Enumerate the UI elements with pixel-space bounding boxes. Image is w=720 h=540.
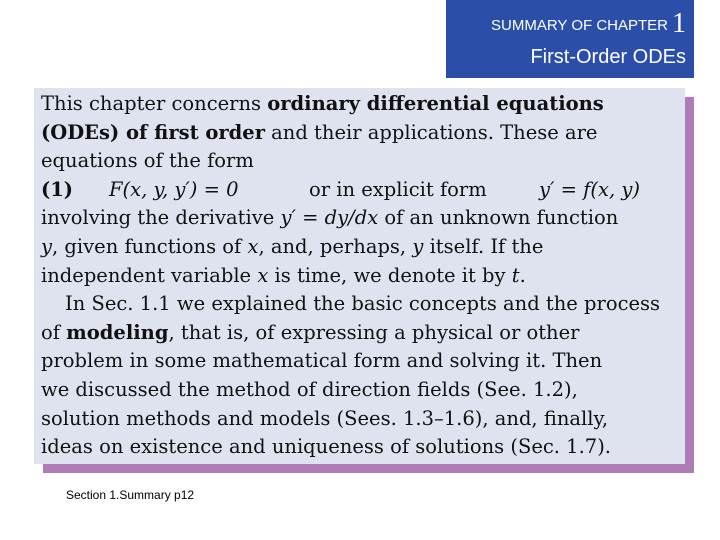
equation-explicit: y′ = f(x, y) [539,177,641,201]
text-line: In Sec. 1.1 we explained the basic concepts and the process [65,292,661,316]
text-line: (ODEs) of first order and their applications. These are [41,120,598,144]
text-line: independent variable x is time, we denote it by t. [41,263,526,287]
chapter-number: 1 [672,8,686,39]
equation-implicit: F(x, y, y′) = 0 [109,177,239,201]
summary-text-box [34,88,685,464]
equation-line [41,176,685,205]
text-line: involving the derivative y′ = dy/dx of an unknown function [41,206,619,230]
text-line: equations of the form [41,149,254,173]
chapter-heading [491,8,686,40]
text-line: of modeling, that is, of expressing a physical or other [41,320,580,344]
chapter-title-banner [446,0,694,78]
equation-number: (1) [41,177,74,201]
equation-connector: or in explicit form [309,177,487,201]
text-line: This chapter concerns ordinary differential equations [41,92,604,115]
chapter-heading-prefix: SUMMARY OF CHAPTER [491,17,668,34]
text-line: y, given functions of x, and, perhaps, y itself. If the [41,234,544,258]
text-line: we discussed the method of direction fields (See. 1.2), [41,377,578,401]
chapter-subtitle: First-Order ODEs [530,46,686,68]
text-line: solution methods and models (Sees. 1.3–1.6), and, finally, [41,406,609,430]
text-line: problem in some mathematical form and solving it. Then [41,349,603,373]
slide-footer: Section 1.Summary p12 [66,488,195,502]
text-line: ideas on existence and uniqueness of solutions (Sec. 1.7). [41,435,611,459]
